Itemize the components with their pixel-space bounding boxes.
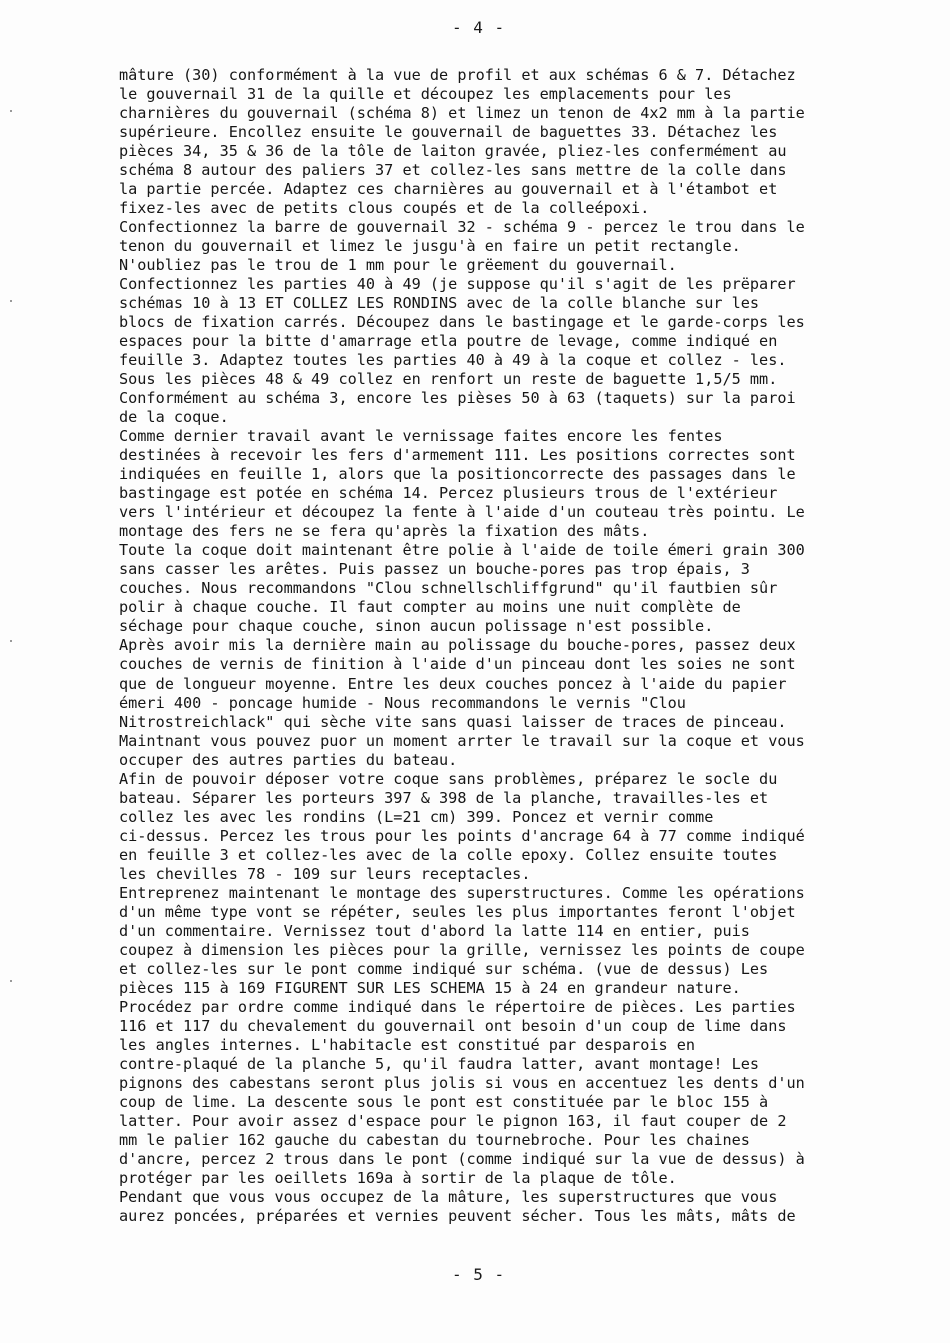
scan-margin-mark xyxy=(10,980,12,982)
text-line: pièces 34, 35 & 36 de la tôle de laiton gravée, pliez-les confermément au xyxy=(119,142,787,161)
text-line: mm le palier 162 gauche du cabestan du tournebroche. Pour les chaines xyxy=(119,1130,750,1149)
text-line: fixez-les avec de petits clous coupés et de la colleépoxi. xyxy=(119,199,650,218)
text-line: bateau. Séparer les porteurs 397 & 398 de la planche, travailles-les et xyxy=(119,788,769,807)
text-line: que de longueur moyenne. Entre les deux couches poncez à l'aide du papier xyxy=(119,674,787,693)
text-line: tenon du gouvernail et limez le jusgu'à en faire un petit rectangle. xyxy=(119,237,741,256)
page-number-bottom: - 5 - xyxy=(452,1265,506,1284)
text-line: d'ancre, percez 2 trous dans le pont (comme indiqué sur la vue de dessus) à xyxy=(119,1149,805,1168)
text-line: émeri 400 - poncage humide - Nous recommandons le vernis "Clou xyxy=(119,693,686,712)
text-line: N'oubliez pas le trou de 1 mm pour le grëement du gouvernail. xyxy=(119,256,677,275)
text-line: les angles internes. L'habitacle est constitué par desparois en xyxy=(119,1035,696,1054)
text-line: aurez poncées, préparées et vernies peuvent sécher. Tous les mâts, mâts de xyxy=(119,1206,796,1225)
text-line: schémas 10 à 13 ET COLLEZ LES RONDINS avec de la colle blanche sur les xyxy=(119,294,760,313)
text-line: occuper des autres parties du bateau. xyxy=(119,750,458,769)
text-line: Toute la coque doit maintenant être polie à l'aide de toile émeri grain 300 xyxy=(119,541,805,560)
text-line: Procédez par ordre comme indiqué dans le répertoire de pièces. Les parties xyxy=(119,997,796,1016)
text-line: Maintnant vous pouvez puor un moment arrter le travail sur la coque et vous xyxy=(119,731,805,750)
page-number-top: - 4 - xyxy=(452,18,506,37)
text-line: montage des fers ne se fera qu'après la fixation des mâts. xyxy=(119,522,650,541)
text-line: les chevilles 78 - 109 sur leurs receptacles. xyxy=(119,864,531,883)
text-line: pièces 115 à 169 FIGURENT SUR LES SCHEMA 15 à 24 en grandeur nature. xyxy=(119,978,741,997)
text-line: charnières du gouvernail (schéma 8) et limez un tenon de 4x2 mm à la partie xyxy=(119,104,805,123)
text-line: polir à chaque couche. Il faut compter au moins une nuit complète de xyxy=(119,598,741,617)
text-line: Entreprenez maintenant le montage des superstructures. Comme les opérations xyxy=(119,883,805,902)
text-line: espaces pour la bitte d'amarrage etla poutre de levage, comme indiqué en xyxy=(119,332,778,351)
text-line: d'un même type vont se répéter, seules les plus importantes feront l'objet xyxy=(119,902,796,921)
text-line: Confectionnez la barre de gouvernail 32 - schéma 9 - percez le trou dans le xyxy=(119,218,805,237)
text-line: Après avoir mis la dernière main au polissage du bouche-pores, passez deux xyxy=(119,636,796,655)
text-line: couches. Nous recommandons "Clou schnellschliffgrund" qu'il fautbien sûr xyxy=(119,579,778,598)
text-line: blocs de fixation carrés. Découpez dans le bastingage et le garde-corps les xyxy=(119,313,805,332)
text-line: destinées à recevoir les fers d'armement 111. Les positions correctes sont xyxy=(119,446,796,465)
text-line: 116 et 117 du chevalement du gouvernail ont besoin d'un coup de lime dans xyxy=(119,1016,787,1035)
text-line: coup de lime. La descente sous le pont est constituée par le bloc 155 à xyxy=(119,1092,769,1111)
text-line: le gouvernail 31 de la quille et découpez les emplacements pour les xyxy=(119,85,732,104)
text-line: Confectionnez les parties 40 à 49 (je suppose qu'il s'agit de les prëparer xyxy=(119,275,796,294)
body-text xyxy=(119,66,859,1226)
text-line: bastingage est potée en schéma 14. Percez plusieurs trous de l'extérieur xyxy=(119,484,778,503)
text-line: la partie percée. Adaptez ces charnières au gouvernail et à l'étambot et xyxy=(119,180,778,199)
text-line: Nitrostreichlack" qui sèche vite sans quasi laisser de traces de pinceau. xyxy=(119,712,787,731)
scan-margin-mark xyxy=(10,300,12,302)
text-line: séchage pour chaque couche, sinon aucun polissage n'est possible. xyxy=(119,617,714,636)
text-line: ci-dessus. Percez les trous pour les points d'ancrage 64 à 77 comme indiqué xyxy=(119,826,805,845)
text-line: Sous les pièces 48 & 49 collez en renfort un reste de baguette 1,5/5 mm. xyxy=(119,370,778,389)
text-line: collez les avec les rondins (L=21 cm) 399. Poncez et vernir comme xyxy=(119,807,714,826)
text-line: sans casser les arêtes. Puis passez un bouche-pores pas trop épais, 3 xyxy=(119,560,750,579)
text-line: supérieure. Encollez ensuite le gouvernail de baguettes 33. Détachez les xyxy=(119,123,778,142)
text-line: Pendant que vous vous occupez de la mâture, les superstructures que vous xyxy=(119,1187,778,1206)
text-line: Comme dernier travail avant le vernissage faites encore les fentes xyxy=(119,427,723,446)
text-line: coupez à dimension les pièces pour la grille, vernissez les points de coupe xyxy=(119,940,805,959)
text-line: contre-plaqué de la planche 5, qu'il faudra latter, avant montage! Les xyxy=(119,1054,760,1073)
text-line: vers l'intérieur et découpez la fente à l'aide d'un couteau très pointu. Le xyxy=(119,503,805,522)
text-line: d'un commentaire. Vernissez tout d'abord la latte 114 en entier, puis xyxy=(119,921,750,940)
text-line: de la coque. xyxy=(119,408,229,427)
text-line: schéma 8 autour des paliers 37 et collez-les sans mettre de la colle dans xyxy=(119,161,787,180)
text-line: en feuille 3 et collez-les avec de la colle epoxy. Collez ensuite toutes xyxy=(119,845,778,864)
text-line: protéger par les oeillets 169a à sortir de la plaque de tôle. xyxy=(119,1168,677,1187)
text-line: indiquées en feuille 1, alors que la positioncorrecte des passages dans le xyxy=(119,465,796,484)
scan-margin-mark xyxy=(10,640,12,642)
scan-margin-mark xyxy=(10,110,12,112)
text-line: feuille 3. Adaptez toutes les parties 40 à 49 à la coque et collez - les. xyxy=(119,351,787,370)
text-line: latter. Pour avoir assez d'espace pour le pignon 163, il faut couper de 2 xyxy=(119,1111,787,1130)
text-line: pignons des cabestans seront plus jolis si vous en accentuez les dents d'un xyxy=(119,1073,805,1092)
text-line: mâture (30) conformément à la vue de profil et aux schémas 6 & 7. Détachez xyxy=(119,66,796,84)
text-line: Afin de pouvoir déposer votre coque sans problèmes, préparez le socle du xyxy=(119,769,778,788)
text-line: couches de vernis de finition à l'aide d'un pinceau dont les soies ne sont xyxy=(119,655,796,674)
text-line: Conformément au schéma 3, encore les pièses 50 à 63 (taquets) sur la paroi xyxy=(119,389,796,408)
text-line: et collez-les sur le pont comme indiqué sur schéma. (vue de dessus) Les xyxy=(119,959,769,978)
